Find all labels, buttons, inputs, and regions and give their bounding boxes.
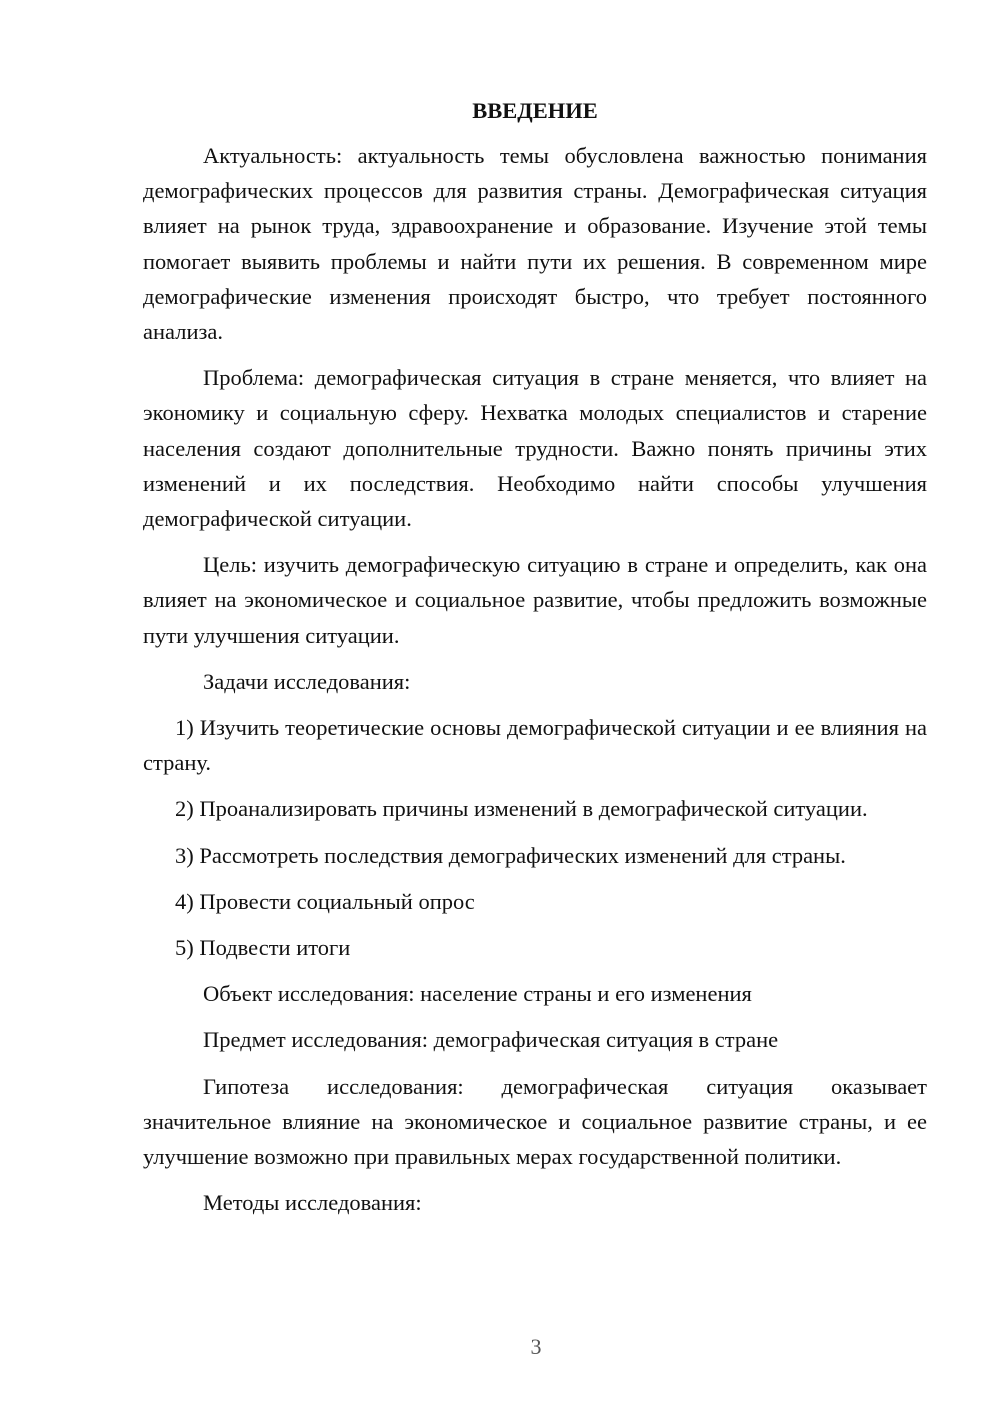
page-content bbox=[143, 96, 927, 1231]
subject-paragraph: Предмет исследования: демографическая ситуация в стране bbox=[203, 1027, 779, 1053]
page-number: 3 bbox=[530, 1334, 542, 1359]
methods-heading: Методы исследования: bbox=[203, 1190, 422, 1216]
task-item-1: 1) Изучить теоретические основы демографической ситуации и ее влияния на страну. bbox=[143, 715, 927, 776]
task-item-5: 5) Подвести итоги bbox=[175, 935, 351, 961]
task-item-2: 2) Проанализировать причины изменений в демографической ситуации. bbox=[175, 796, 868, 822]
object-paragraph: Объект исследования: население страны и его изменения bbox=[203, 981, 752, 1007]
hypothesis-paragraph: Гипотеза исследования: демографическая ситуация оказывает значительное влияние на экономическое и социальное развитие страны, и ее улучшение возможно при правильных мерах государственной политики. bbox=[143, 1073, 927, 1170]
goal-paragraph: Цель: изучить демографическую ситуацию в стране и определить, как она влияет на экономическое и социальное развитие, чтобы предложить возможные пути улучшения ситуации. bbox=[143, 552, 927, 648]
page-title: ВВЕДЕНИЕ bbox=[472, 98, 598, 123]
problem-paragraph: Проблема: демографическая ситуация в стране меняется, что влияет на экономику и социальную сферу. Нехватка молодых специалистов и старение населения создают дополнительные трудности. Важно понять причины этих изменений и их последствия. Необходимо найти способы улучшения демографической ситуации. bbox=[143, 365, 927, 532]
tasks-heading: Задачи исследования: bbox=[203, 668, 411, 694]
task-item-4: 4) Провести социальный опрос bbox=[175, 888, 475, 914]
relevance-paragraph: Актуальность: актуальность темы обусловлена важностью понимания демографических процессов для развития страны. Демографическая ситуация влияет на рынок труда, здравоохранение и образование. Изучение этой темы помогает выявить проблемы и найти пути их решения. В современном мире демографические изменения происходят быстро, что требует постоянного анализа. bbox=[143, 143, 927, 345]
task-item-3: 3) Рассмотреть последствия демографических изменений для страны. bbox=[175, 842, 846, 868]
